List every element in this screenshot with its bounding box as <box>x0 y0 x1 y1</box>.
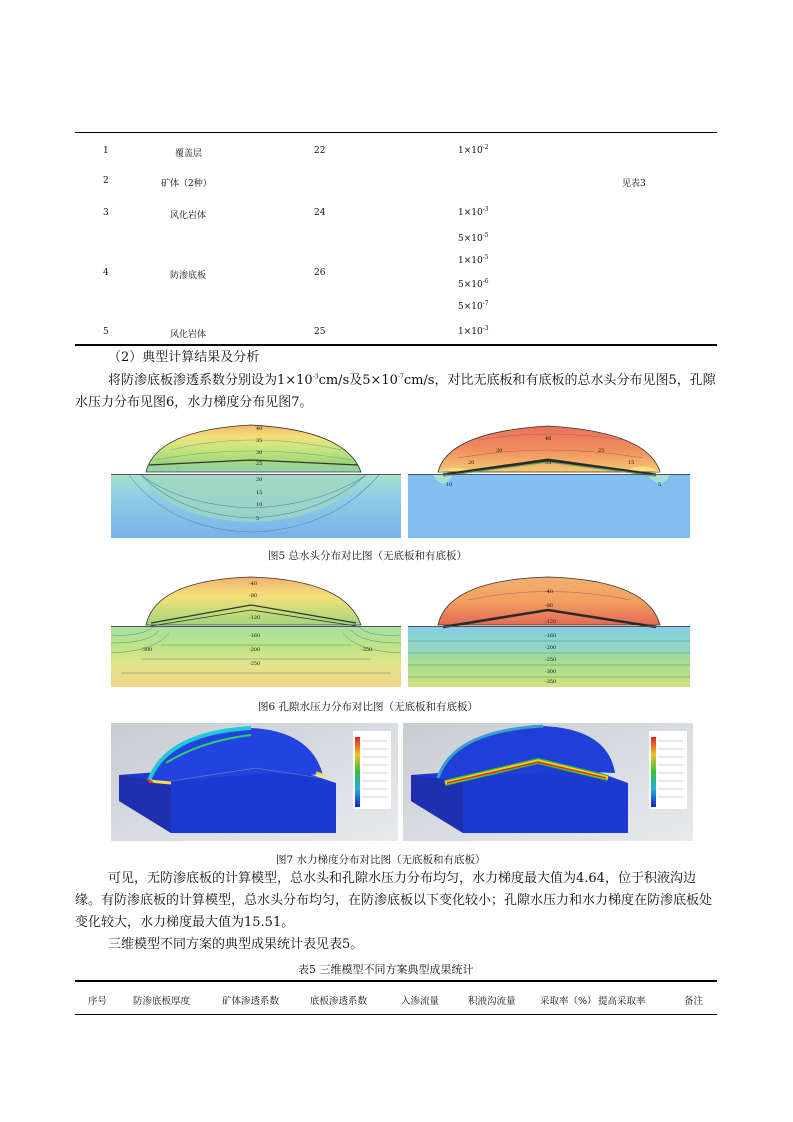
body-paragraph: 可见，无防渗底板的计算模型，总水头和孔隙水压力分布均匀，水力梯度最大值为4.64，位于积液沟边缘。有防渗底板的计算模型，总水头分布均匀，在防渗底板以下变化较小；孔隙水压力和水力梯度在防渗底板处变化较大，水力梯度最大值为15.51。 <box>75 871 713 930</box>
figure-7-caption: 图7 水力梯度分布对比图（无底板和有底板） <box>276 854 486 866</box>
figure-5-caption: 图5 总水头分布对比图（无底板和有底板） <box>268 550 468 562</box>
table-top-rule <box>75 980 717 982</box>
table-bottom-rule <box>75 344 717 346</box>
figure-5-left-no-liner: 40 35 30 25 20 15 10 5 <box>111 420 401 538</box>
figure-7-right-with-liner <box>403 723 693 841</box>
figure-6-right-with-liner: -40 -80 -120 -160 -200 -250 -300 -350 <box>408 575 690 687</box>
figure-5-right-with-liner: 40 35 30 25 20 15 10 5 <box>408 420 690 538</box>
table-5-title: 表5 三维模型不同方案典型成果统计 <box>298 963 474 976</box>
table-header-rule <box>75 1014 717 1015</box>
section-heading: （2）典型计算结果及分析 <box>108 350 260 365</box>
table-top-rule <box>75 132 717 133</box>
body-paragraph: 三维模型不同方案的典型成果统计表见表5。 <box>108 937 364 952</box>
figure-7-left-no-liner <box>111 723 398 841</box>
figure-6-left-no-liner: -40 -80 -120 -160 -200 -250 -300 -350 <box>111 575 401 687</box>
body-paragraph: 将防渗底板渗透系数分别设为$1\times 10^{-3}cm/s$及$5\times 10^{-7}cm/s$，对比无底板和有底板的总水头分布见图5，孔隙水压力分布见图6，水力梯度分布见图7。 <box>75 373 716 410</box>
figure-6-caption: 图6 孔隙水压力分布对比图（无底板和有底板） <box>258 701 479 713</box>
